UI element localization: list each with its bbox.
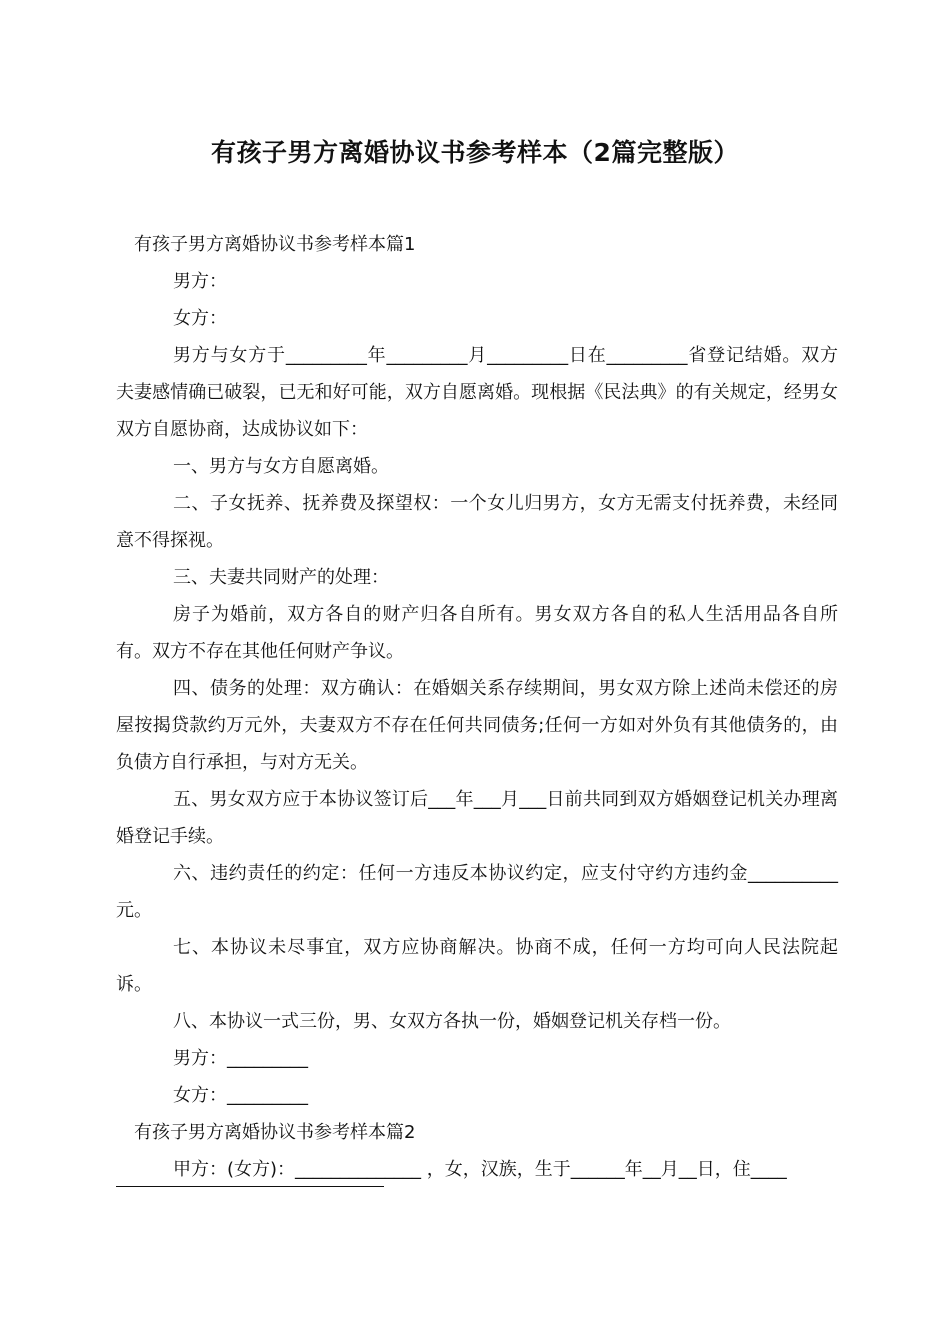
paragraph-clause-7: 七、本协议未尽事宜，双方应协商解决。协商不成，任何一方均可向人民法院起诉。 <box>116 937 838 995</box>
paragraph-female-party: 女方： <box>173 308 227 329</box>
paragraph-clause-1: 一、男方与女方自愿离婚。 <box>173 456 389 477</box>
document-title: 有孩子男方离婚协议书参考样本（2篇完整版） <box>211 138 739 167</box>
paragraph-clause-3: 三、夫妻共同财产的处理： <box>173 567 389 588</box>
paragraph-clause-6: 六、违约责任的约定：任何一方违反本协议约定，应支付守约方违约金__________元。 <box>116 863 838 921</box>
paragraph-clause-4: 四、债务的处理：双方确认：在婚姻关系存续期间，男女双方除上述尚未偿还的房屋按揭贷款约万元外，夫妻双方不存在任何共同债务;任何一方如对外负有其他债务的，由负债方自行承担，与对方无关。 <box>116 678 838 773</box>
paragraph-male-party: 男方： <box>173 271 227 292</box>
section-heading-1: 有孩子男方离婚协议书参考样本篇1 <box>134 234 416 255</box>
paragraph-preamble: 男方与女方于_________年_________月_________日在_________省登记结婚。双方夫妻感情确已破裂，已无和好可能，双方自愿离婚。现根据《民法典》的有关规定，经男女双方自愿协商，达成协议如下： <box>116 345 838 440</box>
paragraph-property: 房子为婚前，双方各自的财产归各自所有。男女双方各自的私人生活用品各自所有。双方不存在其他任何财产争议。 <box>116 604 838 662</box>
paragraph-clause-5: 五、男女双方应于本协议签订后___年___月___日前共同到双方婚姻登记机关办理离婚登记手续。 <box>116 789 838 847</box>
section-heading-2: 有孩子男方离婚协议书参考样本篇2 <box>134 1122 416 1143</box>
signature-male: 男方：_________ <box>173 1048 308 1069</box>
signature-female: 女方：_________ <box>173 1085 308 1106</box>
paragraph-clause-8: 八、本协议一式三份，男、女双方各执一份，婚姻登记机关存档一份。 <box>173 1011 731 1032</box>
document-body <box>116 226 838 1187</box>
paragraph-party-a: 甲方：(女方)：______________ ，女，汉族，生于______年__月__日，住____ <box>173 1159 787 1180</box>
paragraph-clause-2: 二、子女抚养、抚养费及探望权：一个女儿归男方，女方无需支付抚养费，未经同意不得探视。 <box>116 493 838 551</box>
